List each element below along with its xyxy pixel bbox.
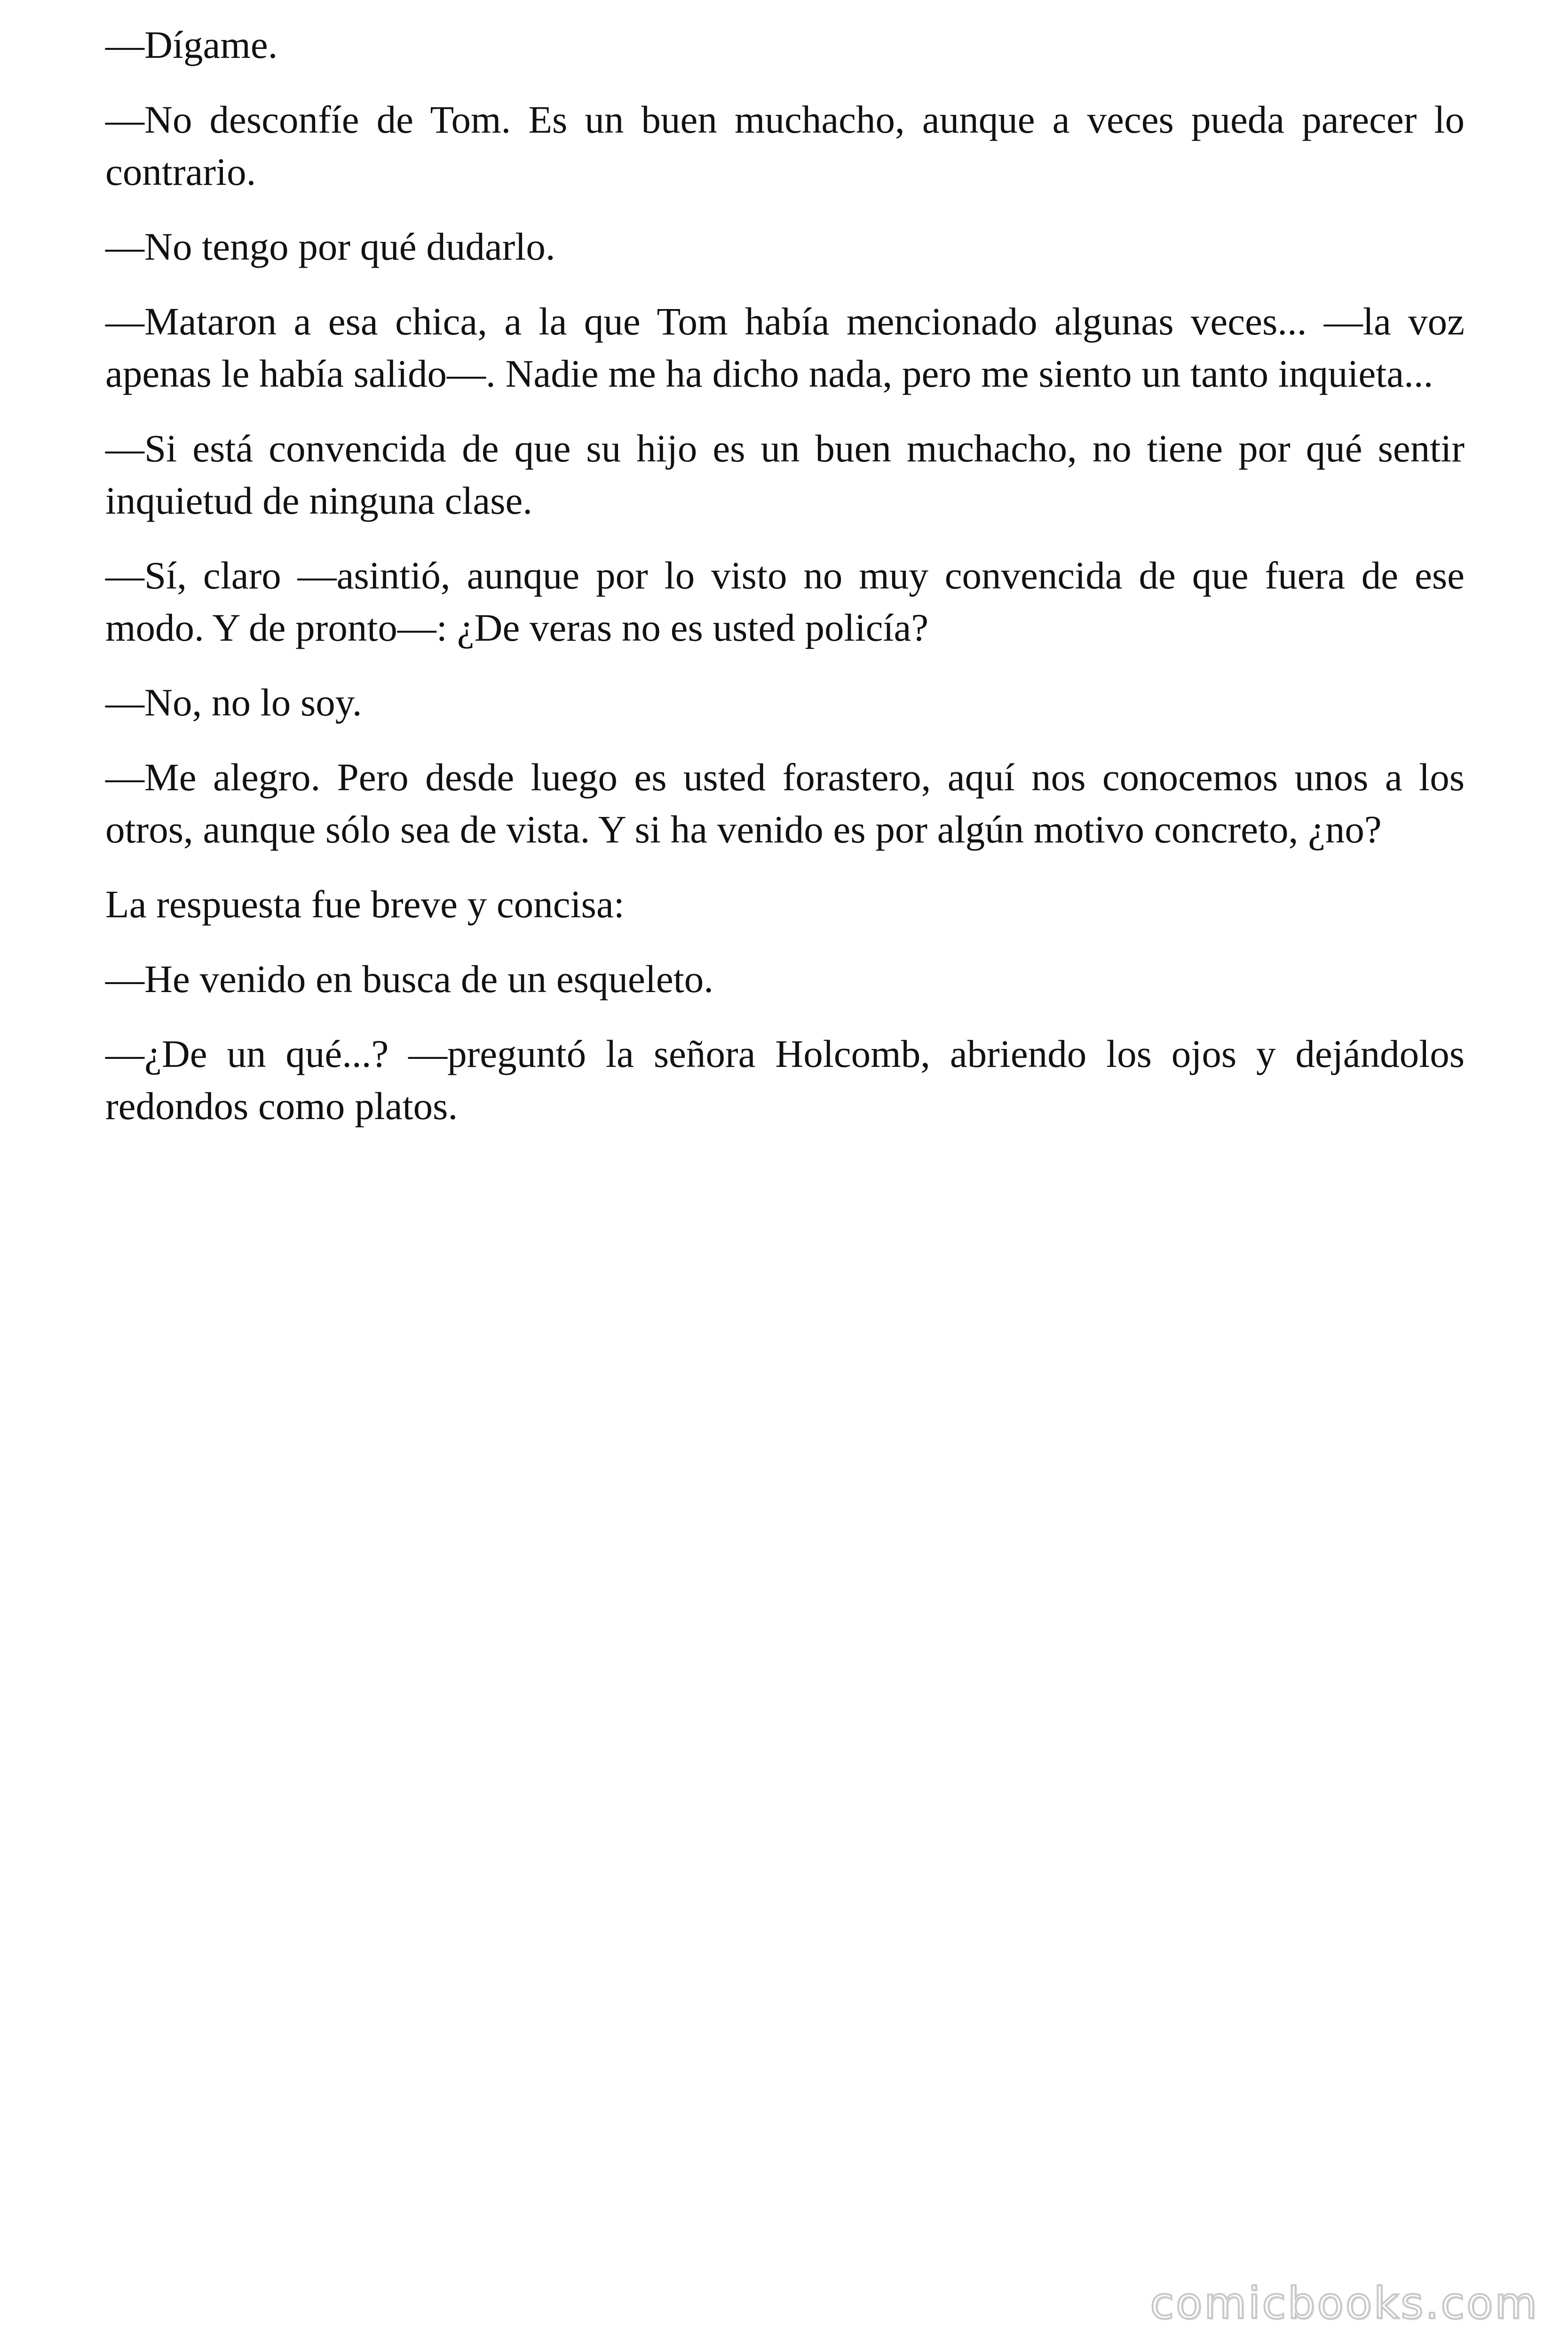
document-page: [105, 19, 1465, 1155]
paragraph: —No desconfíe de Tom. Es un buen muchacho, aunque a veces pueda parecer lo contrario.: [105, 98, 1465, 193]
paragraph: —Sí, claro —asintió, aunque por lo visto no muy convencida de que fuera de ese modo. Y de pronto—: ¿De veras no es usted policía?: [105, 554, 1465, 649]
paragraph: —¿De un qué...? —preguntó la señora Holcomb, abriendo los ojos y dejándolos redondos como platos.: [105, 1032, 1465, 1128]
paragraph: —Dígame.: [105, 23, 278, 66]
paragraph: —No, no lo soy.: [105, 681, 362, 724]
watermark: comicbooks.com: [1150, 2278, 1539, 2328]
paragraph: —Me alegro. Pero desde luego es usted forastero, aquí nos conocemos unos a los otros, aunque sólo sea de vista. Y si ha venido es por algún motivo concreto, ¿no?: [105, 755, 1465, 851]
paragraph: La respuesta fue breve y concisa:: [105, 882, 625, 926]
paragraph: —Si está convencida de que su hijo es un buen muchacho, no tiene por qué sentir inquietud de ninguna clase.: [105, 427, 1465, 522]
paragraph: —He venido en busca de un esqueleto.: [105, 957, 714, 1001]
paragraph: —Mataron a esa chica, a la que Tom había mencionado algunas veces... —la voz apenas le había salido—. Nadie me ha dicho nada, pero me siento un tanto inquieta...: [105, 300, 1465, 395]
paragraph: —No tengo por qué dudarlo.: [105, 225, 555, 268]
